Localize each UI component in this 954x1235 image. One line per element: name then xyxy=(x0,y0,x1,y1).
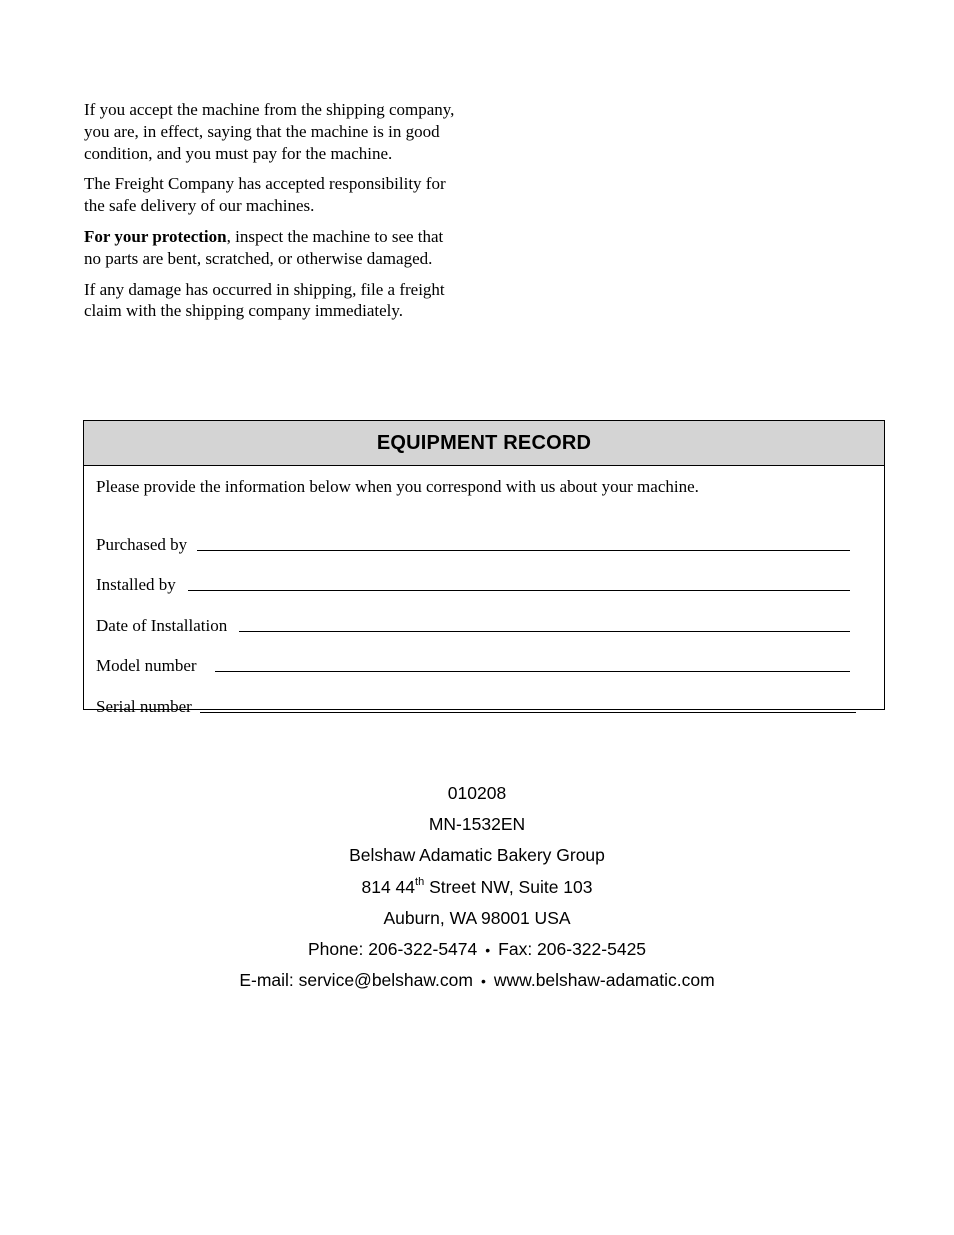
email-web-line xyxy=(0,967,954,998)
document-number: MN-1532EN xyxy=(428,814,526,835)
protection-text: , inspect the machine to see that no parts are bent, scratched, or otherwise damaged. xyxy=(84,226,444,268)
field-line-purchased-by[interactable] xyxy=(197,550,850,551)
field-label-serial-number: Serial number xyxy=(96,696,192,716)
document-code: 010208 xyxy=(447,783,507,803)
city-state-zip: Auburn, WA 98001 USA xyxy=(383,907,571,928)
field-model-number xyxy=(96,636,872,677)
field-line-date-of-installation[interactable] xyxy=(239,631,850,632)
intro-paragraph-protection xyxy=(84,226,459,270)
street-address-number: 814 44 xyxy=(361,876,416,897)
company-name: Belshaw Adamatic Bakery Group xyxy=(349,845,605,866)
field-line-installed-by[interactable] xyxy=(188,590,850,591)
field-installed-by xyxy=(96,555,872,596)
company-contact-block xyxy=(0,780,954,998)
email-address[interactable]: E-mail: service@belshaw.com xyxy=(239,970,473,991)
field-line-model-number[interactable] xyxy=(215,671,850,672)
intro-paragraph-accept: If you accept the machine from the shipping company, you are, in effect, saying that the machine is in good condition, and you must pay for the machine. xyxy=(84,100,455,163)
phone-number: Phone: 206-322-5474 xyxy=(307,938,478,959)
street-ordinal-suffix: th xyxy=(415,875,425,888)
equipment-record-instruction: Please provide the information below when you correspond with us about your machine. xyxy=(96,477,699,496)
website-link[interactable]: www.belshaw-adamatic.com xyxy=(493,970,715,991)
bullet-separator-icon: • xyxy=(480,973,486,990)
field-label-purchased-by: Purchased by xyxy=(96,534,188,554)
field-label-date-of-installation: Date of Installation xyxy=(96,615,228,635)
intro-paragraph-damage: If any damage has occurred in shipping, file a freight claim with the shipping company immediately. xyxy=(84,279,445,321)
shipping-instructions xyxy=(84,99,459,331)
field-label-installed-by: Installed by xyxy=(96,575,176,594)
street-address xyxy=(0,874,954,905)
equipment-record-title: EQUIPMENT RECORD xyxy=(84,421,884,466)
field-purchased-by xyxy=(96,514,872,555)
fax-number: Fax: 206-322-5425 xyxy=(498,938,647,959)
equipment-record-box xyxy=(83,420,885,716)
intro-paragraph-freight: The Freight Company has accepted responsibility for the safe delivery of our machines. xyxy=(84,174,446,216)
equipment-record-body xyxy=(84,466,884,717)
phone-fax-line xyxy=(0,936,954,967)
field-label-model-number: Model number xyxy=(96,656,197,675)
field-date-of-installation xyxy=(96,595,872,636)
street-address-rest: Street NW, Suite 103 xyxy=(424,876,593,897)
bullet-separator-icon: • xyxy=(485,941,491,958)
protection-emphasis: For your protection xyxy=(84,226,227,246)
field-serial-number xyxy=(96,676,872,717)
field-line-serial-number[interactable] xyxy=(200,712,856,713)
